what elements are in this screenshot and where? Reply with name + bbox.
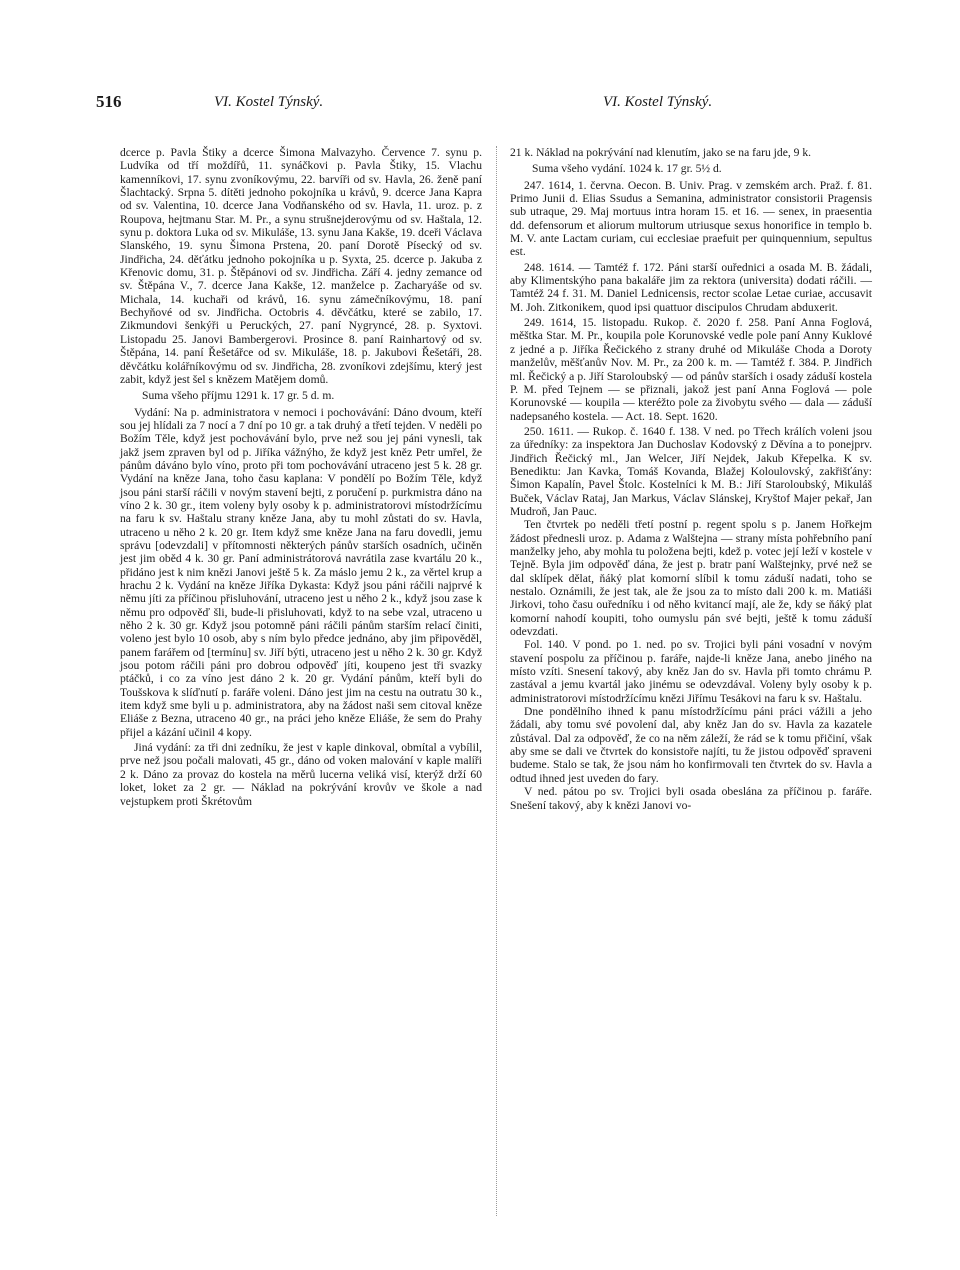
running-head-left: VI. Kostel Týnský. bbox=[214, 94, 324, 110]
paragraph: Vydání: Na p. administratora v nemoci i pochovávání: Dáno dvoum, kteří sou jej hlídali za 7 nocí a 7 dní po 10 gr. a tak druhý a třetí tejden. V neděli po Božím Těle, když jest pochovávání bylo, prve než sou jej páni vynesli, tak jakž jsem zpraven byl od p. Jiříka vážnýho, že když jest kněz Petr umřel, že pánům dáváno bylo víno, proto při tom pochovávání utraceno jest 5 k. 28 gr. Vydání na kněze Jana, toho času kaplana: V pondělí po Božím Těle, když jsou páni starší ráčili v novým stavení bejti, z poručení p. purkmistra dáno na víno 2 k. 30 gr., item voleny byly osoby k p. administratorovi místodržícímu na faru k sv. Haštalu strany kněze Jana, aby tu mohl zůstati do sv. Havla, utraceno u něho 2 k. 20 gr. Item když sme kněze Jana na faru dovedli, jemu správu [odevzdali] v přítomnosti některých pánův starších osadních, učiněn jest jim oběd 4 k. 30 gr. Paní administrátorová navrátila zase kvartálu 20 k., přidáno jest k nim knězi Janovi ještě 5 k. Za máslo jemu 2 k., za věrtel krup a hrachu 2 k. Vydání na kněze Jiříka Dykasta: Když jsou páni ráčili najprvé k němu jíti za příčinou přisluhování, utraceno jest u něho 2 k., když jsou zase k němu pro odpověď šli, bude-li přisluhovati, když to na sebe vzal, utraceno u něho 2 k. 30 gr. Když jsou potomně páni ráčili pánům starším relací činiti, voleno jest bylo 10 osob, aby s ním bylo předce jednáno, aby jim připověděl, panem farářem od [termínu] sv. Jiří býti, utraceno jest u něho 2 k. 30 gr. Když jsou potom ráčili páni pro dobrou odpověď jíti, koupeno jest tři svazky ptáčků, i co za víno jest dáno 2 k. 20 gr. Vydání pánům, kteří byli do Toušskova k slíďnutí p. faráře voleni. Dáno jest jim na cestu na outratu 30 k., item když sme byli u p. administratora, aby na žádost naši sem citoval kněze Eliáše z Bezna, utraceno 40 gr., na práci jeho kněze Eliáše, že sem do Prahy přijel a kázání učinil 4 kopy. bbox=[120, 405, 482, 739]
paragraph: dcerce p. Pavla Štiky a dcerce Šimona Malvazyho. Července 7. synu p. Ludvíka od tří moždířů, 11. synáčkovi p. Pavla Štiky, 15. Vlachu kamenníkovi, 17. synu zvoníkovýmu, 22. barvíři od sv. Havla, 26. ženě paní Šlachtacký. Srpna 5. dítěti jednoho pokojníka u krávů, 9. dcerce Jana Kapra od sv. Valentina, 10. dcerce Jana Vodňanského od sv. Havla, 11. uroz. p. z Roupova, hejtmanu Star. M. Pr., a synu strušnejderovýmu od sv. Haštala, 12. synu p. doktora Luka od sv. Mikuláše, 13. synu Jana Kakše, 19. dceři Václava Slanského, 19. synu Šimona Prstena, 20. paní Dorotě Písecký od sv. Jindřicha, 24. děťátku jednoho pokojníka u p. Syxta, 25. dcerce p. Jakuba z Křenovic domu, 31. p. Štěpánovi od sv. Jindřicha. Září 4. jedny zemance od sv. Štěpána V., 7. dcerce Jana Kakše, 12. manželce p. Zacharyáše od sv. Michala, 14. kuchaři od krávů, 16. synu zámečníkovýmu, 18. paní Bechyňové od sv. Jindřicha. Octobris 4. děvčátku, které se zabilo, 17. Zikmundovi šenkýři u Peruckých, 27. paní Nygryncé, 28. p. Syxtovi. Listopadu 25. Janovi Bambergerovi. Prosince 8. paní Rainhartový od sv. Štěpána, 14. paní Řešetářce od sv. Mikuláše, 18. p. Jakubovi Řešetáři, 28. děvčátku kolářníkovýmu od sv. Jindřicha, 28. zvoníkovi zdejšímu, který jest zabit, když jest šel s knězem Matějem domů. bbox=[120, 146, 482, 386]
column-divider bbox=[496, 146, 497, 1216]
paragraph: Jiná vydání: za tři dni zedníku, že jest v kaple dinkoval, obmítal a vybílil, prve než jsou počali malovati, 45 gr., dáno od voken malování v kaple malíři 2 k. Dáno za provaz do kostela na měrů lucerna veliká visí, kterýž drží 60 loket, loket za 2 gr. — Náklad na pokrývání krovův ve škole a nad vejstupkem proti Škrétovům bbox=[120, 741, 482, 808]
page-header bbox=[0, 92, 960, 122]
paragraph: Fol. 140. V pond. po 1. ned. po sv. Trojici byli páni vosadní v novým stavení pospolu za příčinou p. faráře, najde-li kněze Jana, anebo jiného na místo vzíti. Snesení takový, aby kněz Jan do sv. Havla při tomto chrámu P. zastával a jemu kvartál jako jinému se odevzdával. Voleny byly osoby k p. administratorovi místodržícímu knězi Jiřímu Tesákovi na faru k sv. Haštalu. bbox=[510, 638, 872, 705]
entry-249: 249. 1614, 15. listopadu. Rukop. č. 2020 f. 258. Paní Anna Foglová, měštka Star. M. Pr., koupila pole Korunovské vedle pole paní Anny Kuklové z jedné a p. Jiříka Řečického z strany druhé od Mikuláše Choda a Doroty manželův, měšťanův Nov. M. Pr., za 200 k. m. — Tamtéž f. 384. P. Jindřich ml. Řečický a p. Jiří Staroloubský — od pánův starších i osady záduší kostela P. M. před Tejnem — se přiznali, jakož jest paní Anna Foglová — pole Korunovské — koupila — kteréžto pole za živobytu svého — dala — záduší nadepsaného kostela. — Act. 18. Sept. 1620. bbox=[510, 316, 872, 423]
right-column bbox=[510, 146, 872, 812]
entry-248: 248. 1614. — Tamtéž f. 172. Páni starší ouřednici a osada M. B. žádali, aby Klimentskýho pana bakaláře jim za rektora (universita) dodati ráčili. — Tamtéž 24 f. 31. M. Daniel Lednicensis, rector scolae Letae curiae, accusavit M. Joh. Zitkonikem, quod ipsi quattuor discipulos Chrudam abduxerit. bbox=[510, 260, 872, 314]
paragraph: Ten čtvrtek po neděli třetí postní p. regent spolu s p. Janem Hořkejm žádost přednesli uroz. p. Adama z Walštejna — strany místa pohřebního paní manželky jeho, aby mohla tu položena bejti, kdež p. votec její leží v kostele v Tejně. Byla jim odpověď dána, že jest p. bratr paní Walštejnky, prvé než se dal sklípek dělat, ňáký plat komorní slíbil k tomu záduší nadati, toho se nestalo. Oznámili, že jest tak, ale že jsou za to místo dali 200 k. m. Matiáši Jirkovi, toho času ouředníku i od něho kvitancí mají, ale že, kdy se ňáký plat komorní nahodí koupiti, toho oumyslu pán své bejti, ještě k tomu záduší odevzdati. bbox=[510, 518, 872, 639]
expense-total: Suma všeho vydání. 1024 k. 17 gr. 5½ d. bbox=[532, 162, 722, 176]
income-total: Suma všeho příjmu 1291 k. 17 gr. 5 d. m. bbox=[142, 389, 335, 403]
running-head-right: VI. Kostel Týnský. bbox=[603, 94, 713, 110]
paragraph: 21 k. Náklad na pokrývání nad klenutím, jako se na faru jde, 9 k. bbox=[510, 146, 812, 159]
paragraph: V ned. pátou po sv. Trojici byli osada obeslána za příčinou p. faráře. Snešení takový, aby k knězi Janovi vo- bbox=[510, 785, 872, 812]
left-column bbox=[120, 146, 482, 808]
entry-250: 250. 1611. — Rukop. č. 1640 f. 138. V ned. po Třech králích voleni jsou za úředníky: za inspektora Jan Duchoslav Kodovský z Děvína a to ponejprv. Jindřich Řečický ml., Jan Welcer, Jiří Nejdek, Jakub Křepelka. K sv. Benediktu: Jan Kavka, Tomáš Kovanda, Blažej Koloulovský, zakřišťány: Šimon Kapalín, Pavel Štolc. Kostelníci k M. B.: Jiří Staroloubský, Mikuláš Buček, Václav Rataj, Jan Markus, Václav Slánskej, Kryštof Majer pekař, Jan Mudroň, Jan Pauc. bbox=[510, 424, 872, 518]
paragraph: Dne pondělního ihned k panu místodržícímu páni práci vážili a jeho žádali, aby tomu své povolení dal, aby kněz Jan do sv. Havla za kazatele zůstával. Dal za odpověď, že co na něm záleží, že rád se k tomu přičiní, však aby sme se dali ve čtvrtek do konsistoře najíti, tu že jistou odpověď spraveni budeme. Stalo se tak, že jsou nám ho konfirmovali ten čtvrtek do sv. Havla a odtud ihned jest uveden do fary. bbox=[510, 705, 872, 785]
entry-247: 247. 1614, 1. června. Oecon. B. Univ. Prag. v zemském arch. Praž. f. 81. Primo Junii d. Elias Ssudus a Semanina, administrator consistorii Pragensis sub utraque, 29. Maj mortuus intra horam 15. et 16. — senex, in praesentia dd. defensorum et aliorum multorum utriusque sexus honorifice in templo b. M. V. ante Lactam curiam, cui ecclesiae praefuit per quinquennium, sepultus est. bbox=[510, 178, 872, 259]
page-number: 516 bbox=[96, 92, 122, 111]
